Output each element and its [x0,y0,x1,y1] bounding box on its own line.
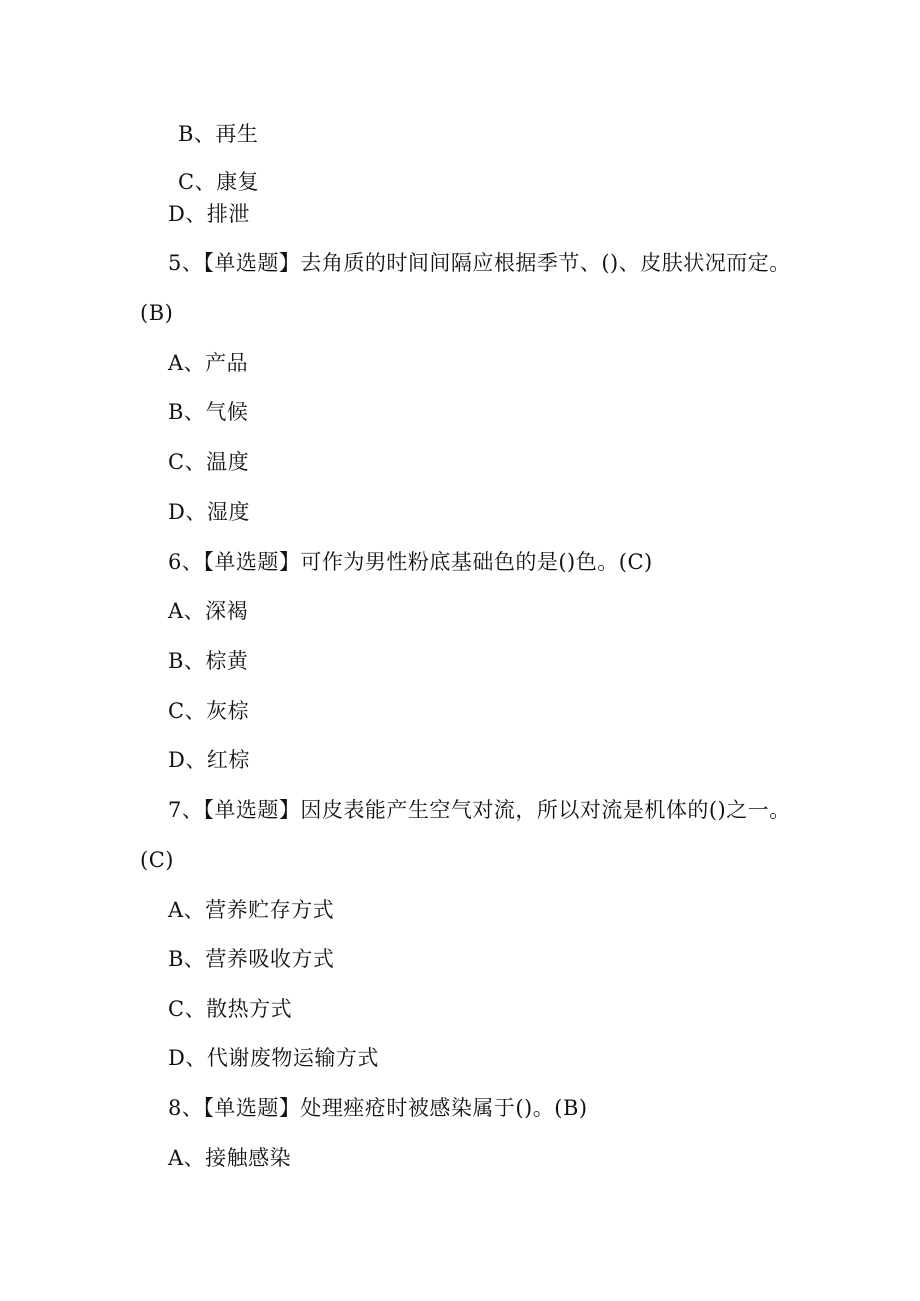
option-q5-a: A、产品 [168,351,249,375]
option-q7-c: C、散热方式 [168,997,293,1021]
option-q4-d: D、排泄 [168,202,250,226]
question-5-text: 5、【单选题】去角质的时间间隔应根据季节、()、皮肤状况而定。 [168,251,791,275]
question-7-answer: (C) [140,848,174,872]
option-q5-b: B、气候 [168,400,249,424]
option-q6-c: C、灰棕 [168,699,250,723]
option-q6-d: D、红棕 [168,748,250,772]
option-q5-c: C、温度 [168,450,250,474]
option-q7-a: A、营养贮存方式 [168,898,335,922]
option-q4-b: B、再生 [178,122,259,146]
option-q6-b: B、棕黄 [168,649,249,673]
question-7-text: 7、【单选题】因皮表能产生空气对流，所以对流是机体的()之一。 [168,798,791,822]
option-q5-d: D、湿度 [168,500,250,524]
option-q4-c: C、康复 [178,170,260,194]
question-6-text: 6、【单选题】可作为男性粉底基础色的是()色。(C) [168,550,653,574]
question-5-answer: (B) [140,301,174,325]
option-q8-a: A、接触感染 [168,1146,292,1170]
question-8-text: 8、【单选题】处理痤疮时被感染属于()。(B) [168,1096,588,1120]
option-q6-a: A、深褐 [168,599,249,623]
option-q7-d: D、代谢废物运输方式 [168,1046,379,1070]
option-q7-b: B、营养吸收方式 [168,947,335,971]
